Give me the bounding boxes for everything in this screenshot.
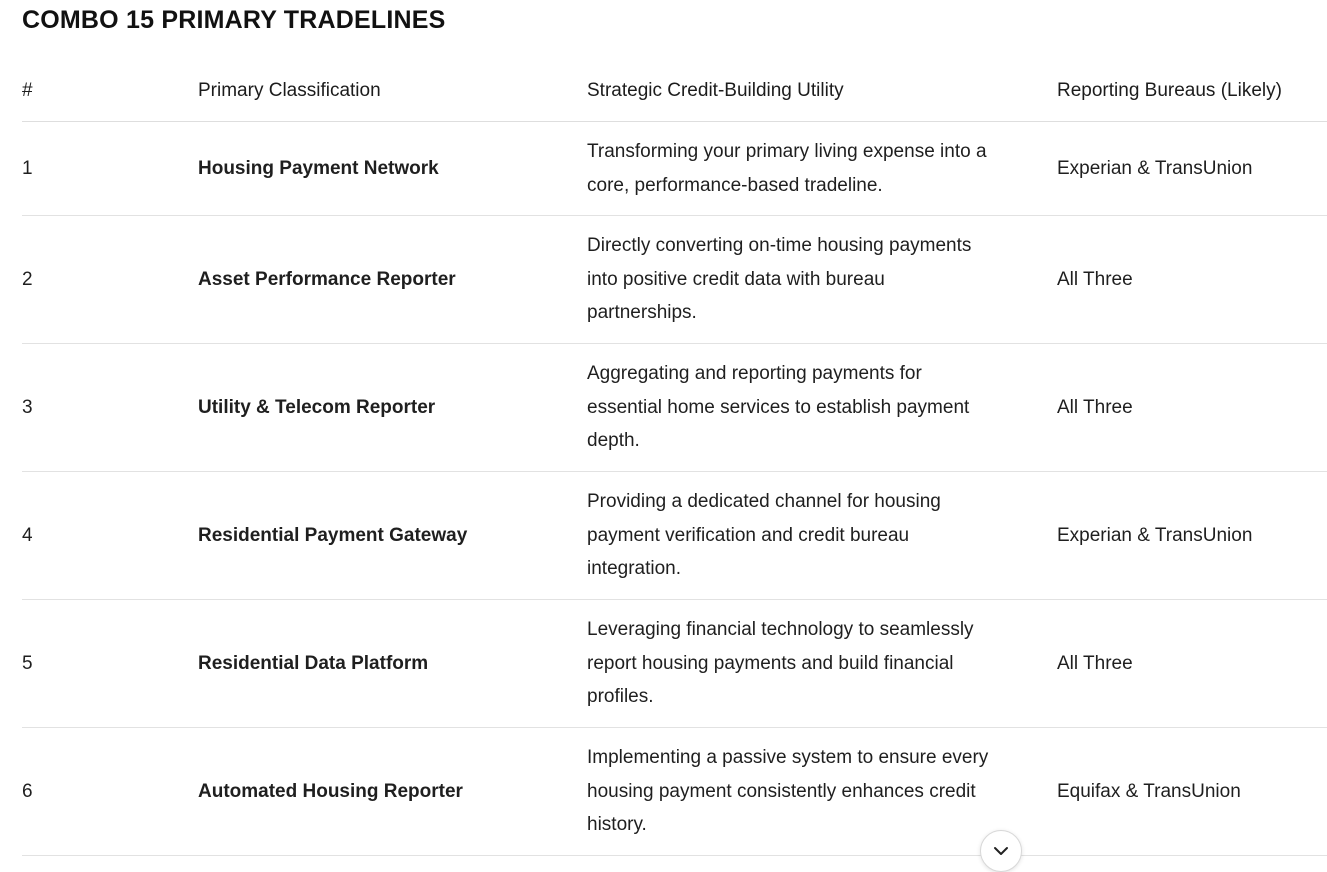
row-utility: Transforming your primary living expense into a core, performance-based tradeline. <box>587 141 987 196</box>
row-number: 2 <box>22 216 198 344</box>
table-row <box>22 728 1327 856</box>
chevron-down-icon <box>993 846 1009 856</box>
row-classification: Asset Performance Reporter <box>198 216 587 344</box>
header-bureaus: Reporting Bureaus (Likely) <box>1057 60 1327 122</box>
row-number: 5 <box>22 600 198 728</box>
row-utility-cell <box>587 472 1057 600</box>
row-bureaus: Equifax & TransUnion <box>1057 728 1327 856</box>
table-header-row <box>22 60 1327 122</box>
row-utility: Aggregating and reporting payments for essential home services to establish payment depth. <box>587 363 970 452</box>
row-bureaus: Experian & TransUnion <box>1057 472 1327 600</box>
row-bureaus: All Three <box>1057 216 1327 344</box>
page-title: COMBO 15 PRIMARY TRADELINES <box>22 6 446 34</box>
row-utility: Providing a dedicated channel for housing payment verification and credit bureau integration. <box>587 491 941 580</box>
table-row <box>22 122 1327 216</box>
header-utility: Strategic Credit-Building Utility <box>587 60 1057 122</box>
table-header <box>22 60 1327 122</box>
row-bureaus: All Three <box>1057 344 1327 472</box>
row-bureaus: All Three <box>1057 600 1327 728</box>
row-number: 1 <box>22 122 198 216</box>
row-utility: Leveraging financial technology to seamlessly report housing payments and build financial profiles. <box>587 619 974 708</box>
table-row <box>22 344 1327 472</box>
row-utility-cell <box>587 344 1057 472</box>
header-classification: Primary Classification <box>198 60 587 122</box>
row-classification: Housing Payment Network <box>198 122 587 216</box>
row-classification: Residential Payment Gateway <box>198 472 587 600</box>
row-utility: Directly converting on-time housing payments into positive credit data with bureau partnerships. <box>587 235 972 324</box>
row-number: 4 <box>22 472 198 600</box>
row-classification: Utility & Telecom Reporter <box>198 344 587 472</box>
row-utility: Implementing a passive system to ensure every housing payment consistently enhances credit history. <box>587 747 989 836</box>
table-row <box>22 216 1327 344</box>
row-number: 3 <box>22 344 198 472</box>
row-bureaus: Experian & TransUnion <box>1057 122 1327 216</box>
row-number: 6 <box>22 728 198 856</box>
scroll-down-button[interactable] <box>980 830 1022 872</box>
row-classification: Automated Housing Reporter <box>198 728 587 856</box>
row-utility-cell <box>587 216 1057 344</box>
row-utility-cell <box>587 122 1057 216</box>
table-row <box>22 472 1327 600</box>
table-row <box>22 600 1327 728</box>
tradelines-table <box>22 60 1327 856</box>
table-body <box>22 122 1327 856</box>
row-classification: Residential Data Platform <box>198 600 587 728</box>
header-number: # <box>22 60 198 122</box>
row-utility-cell <box>587 600 1057 728</box>
